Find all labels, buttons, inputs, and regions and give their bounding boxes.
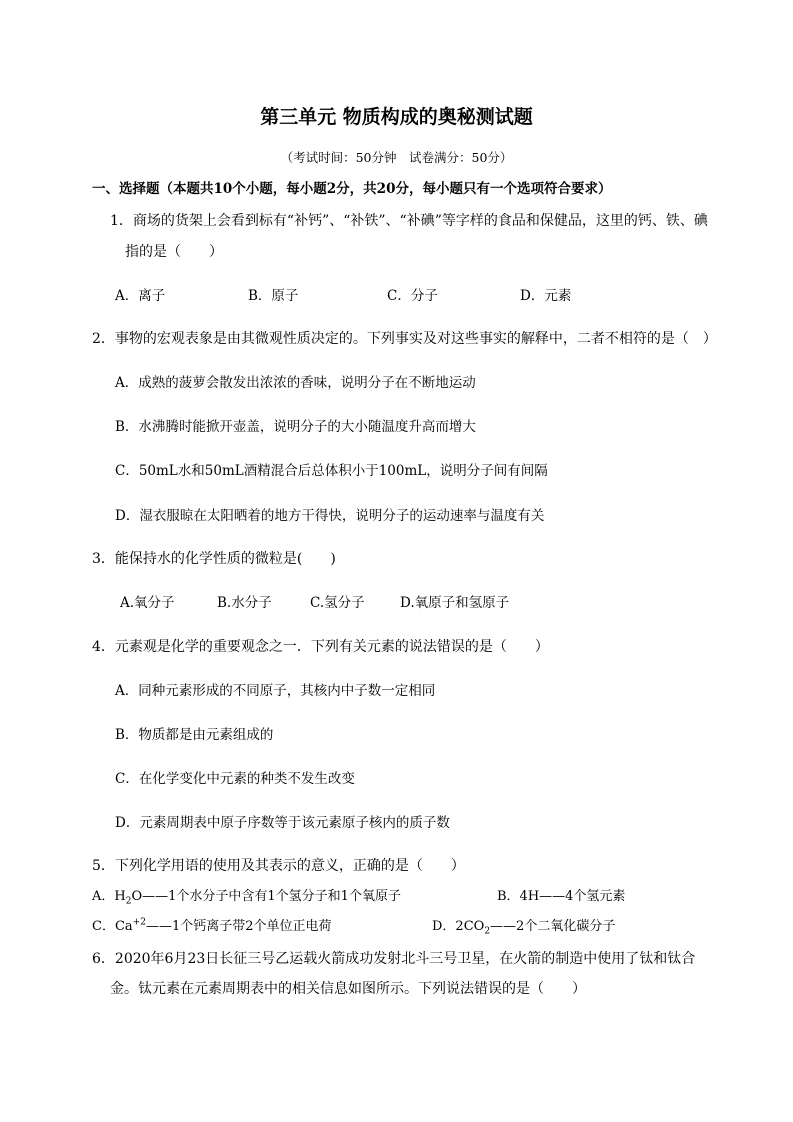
option-c-superscript: +2 (132, 917, 146, 928)
question-5-option-b: B．4H——4个氢元素 (497, 889, 626, 904)
option-c-rest: ——1个钙离子带2个单位正电荷 (145, 919, 332, 934)
option-a-prefix: A．H (92, 889, 126, 904)
option-d-rest: ——2个二氧化碳分子 (490, 919, 616, 934)
question-3-stem: 3．能保持水的化学性质的微粒是( ) (92, 551, 336, 567)
section-heading: 一、选择题（本题共10个小题，每小题2分，共20分，每小题只有一个选项符合要求） (92, 181, 612, 197)
question-3-option-c: C.氢分子 (310, 595, 365, 611)
option-c-prefix: C．Ca (92, 919, 133, 934)
page-title: 第三单元 物质构成的奥秘测试题 (260, 106, 533, 128)
question-3-option-d: D.氧原子和氢原子 (400, 595, 510, 611)
question-5-option-c (92, 918, 331, 936)
question-1-option-c: C．分子 (387, 288, 438, 304)
option-d-subscript: 2 (484, 926, 491, 937)
option-a-rest: O——1个水分子中含有1个氢分子和1个氧原子 (131, 889, 401, 904)
question-4-option-c: C．在化学变化中元素的种类不发生改变 (115, 771, 355, 787)
question-2-option-c: C．50mL水和50mL酒精混合后总体积小于100mL，说明分子间有间隔 (115, 463, 548, 479)
question-4-option-d: D．元素周期表中原子序数等于该元素原子核内的质子数 (115, 815, 450, 831)
question-2-option-a: A．成熟的菠萝会散发出浓浓的香味，说明分子在不断地运动 (115, 375, 476, 391)
question-2-stem: 2．事物的宏观表象是由其微观性质决定的。下列事实及对这些事实的解释中，二者不相符的是（ ） (92, 331, 717, 347)
question-6-stem-cont: 金。钛元素在元素周期表中的相关信息如图所示。下列说法错误的是（ ） (110, 981, 586, 997)
question-4-option-b: B．物质都是由元素组成的 (115, 727, 274, 743)
question-1-stem: 1．商场的货架上会看到标有“补钙”、“补铁”、“补碘”等字样的食品和保健品，这里的钙、铁、碘 (110, 213, 708, 229)
question-4-option-a: A．同种元素形成的不同原子，其核内中子数一定相同 (115, 683, 436, 699)
question-2-option-b: B．水沸腾时能掀开壶盖，说明分子的大小随温度升高而增大 (115, 419, 476, 435)
option-a-subscript: 2 (125, 896, 132, 907)
question-5-stem: 5．下列化学用语的使用及其表示的意义，正确的是（ ） (92, 858, 465, 874)
question-3-option-b: B.水分子 (217, 595, 272, 611)
question-6-stem: 6．2020年6月23日长征三号乙运载火箭成功发射北斗三号卫星，在火箭的制造中使用了钛和钛合 (92, 951, 696, 967)
question-1-option-b: B．原子 (248, 288, 299, 304)
question-4-stem: 4．元素观是化学的重要观念之一．下列有关元素的说法错误的是（ ） (92, 639, 549, 655)
question-5-option-a (92, 888, 401, 906)
question-3-option-a: A.氧分子 (120, 595, 175, 611)
question-1-stem-cont: 指的是（ ） (125, 244, 223, 260)
question-2-option-d: D．湿衣服晾在太阳晒着的地方干得快，说明分子的运动速率与温度有关 (115, 508, 545, 524)
option-d-prefix: D．2CO (432, 919, 485, 934)
question-1-option-d: D．元素 (520, 288, 572, 304)
exam-info: （考试时间：50分钟 试卷满分：50分） (280, 150, 513, 165)
question-5-option-d (432, 918, 615, 936)
question-1-option-a: A．离子 (115, 288, 166, 304)
